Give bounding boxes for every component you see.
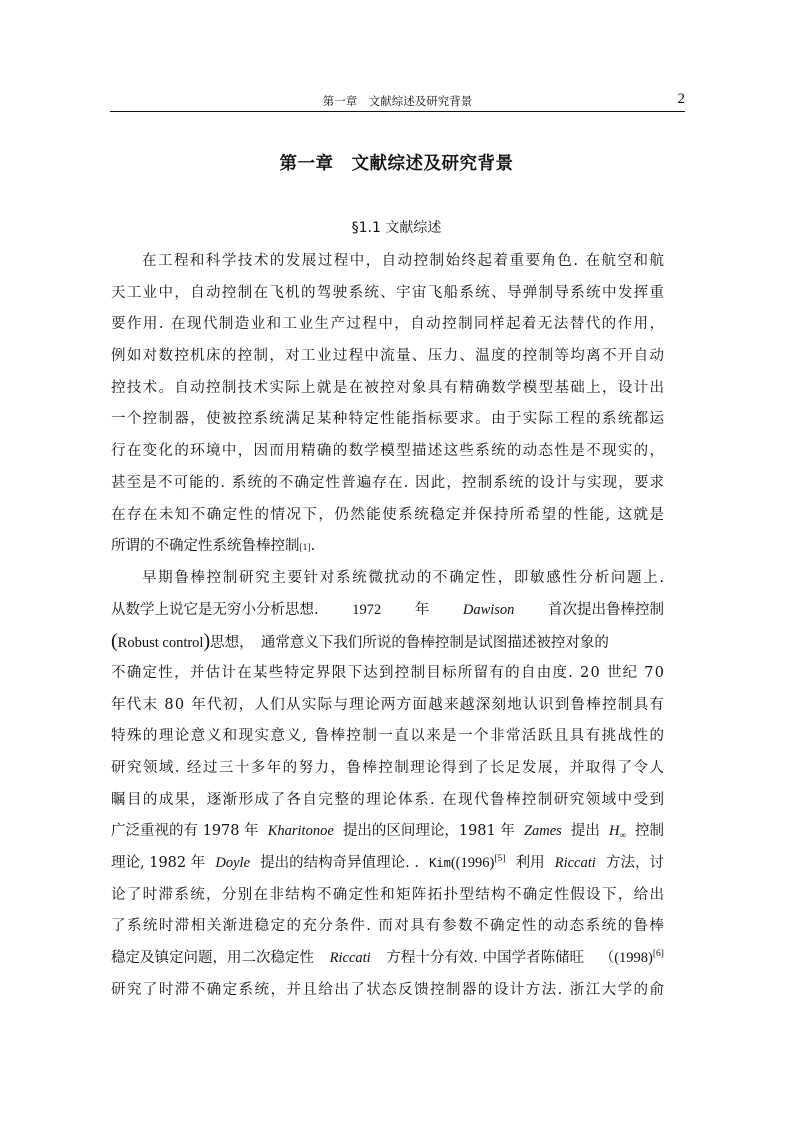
text-line <box>111 690 664 722</box>
year: ((1996) <box>450 855 495 872</box>
author-name: Zames <box>523 823 562 840</box>
text-run: 从数学上说它是无穷小分析思想. <box>111 601 319 618</box>
running-header <box>110 93 685 111</box>
text-line <box>111 468 664 500</box>
chapter-title: 第一章 文献综述及研究背景 <box>279 154 514 174</box>
year: 1972 <box>352 601 382 618</box>
text-run: 提出的区间理论，1981 年 <box>342 823 515 840</box>
header-rule <box>110 111 685 112</box>
text-run: 研究了时滞不确定系统，并且给出了状态反馈控制器的设计方法. 浙江大学的俞 <box>111 981 666 998</box>
text-run: 不确定性，并估计在某些特定界限下达到控制目标所留有的自由度. 20 世纪 70 <box>111 664 666 681</box>
text-run: 一个控制器，使被控系统满足某种特定性能指标要求。由于实际工程的系统都运 <box>111 411 666 428</box>
author-name: Dawison <box>462 601 515 618</box>
text-run: 所谓的不确定性系统鲁棒控制 <box>111 538 300 555</box>
text-line <box>111 373 664 405</box>
text-line <box>111 595 664 627</box>
text-run: 广泛重视的有 1978 年 <box>111 823 259 840</box>
text-line <box>111 785 664 817</box>
text-run: 控制 <box>634 823 664 840</box>
text-run: 在存在未知不确定性的情况下，仍然能使系统稳定并保持所希望的性能, 这就是 <box>111 506 666 523</box>
text-run: 研究领域. 经过三十多年的努力，鲁棒控制理论得到了长足发展，并取得了令人 <box>111 760 666 776</box>
text-run: 瞩目的成果，逐渐形成了各自完整的理论体系. 在现代鲁棒控制研究领域中受到 <box>111 791 666 808</box>
text-line <box>111 500 664 532</box>
text-line <box>111 911 664 943</box>
infinity-subscript: ∞ <box>619 830 626 841</box>
text-run: 要作用. 在现代制造业和工业生产过程中，自动控制同样起着无法替代的作用， <box>111 316 666 333</box>
text-line <box>111 436 664 468</box>
text-run: 提出 <box>570 823 600 840</box>
text-line <box>111 626 664 658</box>
term: Riccati <box>329 950 371 967</box>
text-line <box>111 753 664 785</box>
text-line <box>111 848 664 880</box>
text-line <box>111 721 664 753</box>
text-run: 方程十分有效. 中国学者陈储旺 <box>386 950 585 967</box>
text-run: 早期鲁棒控制研究主要针对系统微扰动的不确定性，即敏感性分析问题上. <box>142 569 666 586</box>
text-run: 思想， 通常意义下我们所说的鲁棒控制是试图描述被控对象的 <box>210 635 609 652</box>
text-line <box>111 404 664 436</box>
text-run: 年 <box>414 601 430 618</box>
text-run: 了系统时滞相关渐进稳定的充分条件. 而对具有参数不确定性的动态系统的鲁棒 <box>111 918 666 935</box>
text-run: 提出的结构奇异值理论. . <box>260 855 419 872</box>
author-name: Kharitonoe <box>267 823 334 840</box>
citation-ref: [5] <box>494 854 506 865</box>
author-name: Kim <box>429 856 451 871</box>
text-run: 甚至是不可能的. 系统的不确定性普遍存在. 因此，控制系统的设计与实现，要求 <box>111 474 666 491</box>
text-line <box>111 816 664 848</box>
text-run: 年代末 80 年代初，人们从实际与理论两方面越来越深刻地认识到鲁棒控制具有 <box>111 696 666 713</box>
text-line <box>111 309 664 341</box>
term: Robust control <box>117 635 204 652</box>
citation-ref: [6] <box>652 949 664 960</box>
text-line <box>111 943 664 975</box>
paren: ) <box>203 630 211 653</box>
year: （(1998) <box>599 950 653 967</box>
text-line: 所谓的不确定性系统鲁棒控制 [1] . <box>111 531 664 563</box>
text-line <box>111 341 664 373</box>
text-run: 行在变化的环境中，因而用精确的数学模型描述这些系统的动态性是不现实的， <box>111 443 666 460</box>
text-line <box>111 880 664 912</box>
text-run: 理论, 1982 年 <box>111 855 206 872</box>
term: Riccati <box>554 855 596 872</box>
text-line <box>111 975 664 1007</box>
page-number: 2 <box>677 91 685 107</box>
running-header-title: 第一章 文献综述及研究背景 <box>322 94 473 108</box>
text-run: 控技术。自动控制技术实际上就是在被控对象具有精确数学模型基础上，设计出 <box>111 379 666 396</box>
text-run: 论了时滞系统，分别在非结构不确定性和矩阵拓扑型结构不确定性假设下，给出 <box>111 886 666 903</box>
section-title: §1.1 文献综述 <box>351 220 442 236</box>
text-run: 方法，讨 <box>605 855 664 872</box>
text-run: 例如对数控机床的控制，对工业过程中流量、压力、温度的控制等均离不开自动 <box>111 348 666 365</box>
text-run: 利用 <box>515 855 545 872</box>
text-run: 天工业中，自动控制在飞机的驾驶系统、宇宙飞船系统、导弹制导系统中发挥重 <box>111 284 666 301</box>
text-run: 稳定及镇定问题，用二次稳定性 <box>111 950 314 967</box>
text-run: 首次提出鲁棒控制 <box>548 601 664 618</box>
text-line <box>111 278 664 310</box>
paren: ( <box>111 630 118 653</box>
h-infinity-symbol: H <box>608 823 620 840</box>
text-run: 在工程和科学技术的发展过程中，自动控制始终起着重要角色. 在航空和航 <box>142 253 666 269</box>
text-run: 特殊的理论意义和现实意义, 鲁棒控制一直以来是一个非常活跃且具有挑战性的 <box>111 728 666 745</box>
text-run: . <box>310 538 316 555</box>
text-line <box>111 246 664 278</box>
author-name: Doyle <box>215 855 251 872</box>
text-line <box>111 563 664 595</box>
body-text <box>111 246 664 1007</box>
text-line <box>111 658 664 690</box>
